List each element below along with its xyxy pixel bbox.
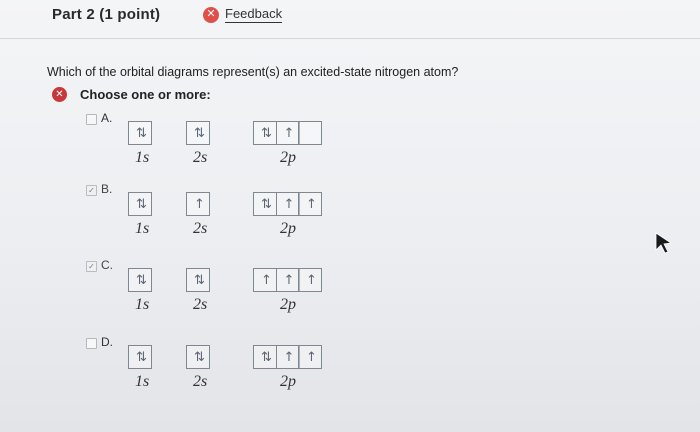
x-icon: ✕ [52,87,67,102]
option-b[interactable] [80,183,380,253]
orbital-box: ↑ [298,345,322,369]
orbital-group-2s [186,345,209,369]
mouse-cursor-icon [655,232,673,254]
orbital-box: ↑ [253,268,277,292]
feedback-link[interactable] [203,6,282,23]
header-bar [0,0,700,39]
orbital-box [298,121,322,145]
part-title: Part 2 (1 point) [52,6,161,23]
orbital-label: 2p [280,296,296,313]
orbital-label: 2s [193,373,208,390]
orbital-box: ⇅ [128,192,152,216]
orbital-label: 2p [280,373,296,390]
option-c[interactable] [80,259,380,329]
orbital-box: ⇅ [186,121,210,145]
question-text: Which of the orbital diagrams represent(s) an excited-state nitrogen atom? [47,65,459,79]
feedback-label[interactable]: Feedback [225,6,283,21]
option-checkbox[interactable] [86,338,97,349]
option-a[interactable] [80,112,380,182]
orbital-box: ⇅ [128,121,152,145]
orbital-box: ↑ [298,192,322,216]
orbital-group-2p [253,268,321,292]
orbital-box: ⇅ [186,268,210,292]
choose-instruction [52,87,211,102]
orbital-group-1s [128,268,151,292]
orbital-box: ⇅ [128,345,152,369]
orbital-label: 2s [193,149,208,166]
orbital-box: ↑ [276,192,300,216]
orbital-box: ↑ [276,345,300,369]
orbital-box: ⇅ [128,268,152,292]
orbital-group-1s [128,192,151,216]
orbital-box: ↑ [298,268,322,292]
orbital-group-2p [253,121,321,145]
orbital-label: 2p [280,220,296,237]
option-letter: D. [101,335,113,349]
x-icon: ✕ [203,7,219,23]
option-checkbox[interactable] [86,114,97,125]
orbital-group-2s [186,268,209,292]
option-letter: B. [101,182,113,196]
orbital-group-2p [253,192,321,216]
orbital-group-2s [186,121,209,145]
orbital-box: ⇅ [186,345,210,369]
orbital-box: ⇅ [253,192,277,216]
orbital-label: 1s [135,296,150,313]
orbital-group-2s [186,192,209,216]
orbital-box: ⇅ [253,345,277,369]
orbital-label: 2s [193,220,208,237]
option-letter: A. [101,111,113,125]
orbital-label: 1s [135,220,150,237]
orbital-label: 1s [135,149,150,166]
orbital-label: 1s [135,373,150,390]
orbital-label: 2p [280,149,296,166]
option-letter: C. [101,258,113,272]
orbital-box: ↑ [276,121,300,145]
orbital-box: ⇅ [253,121,277,145]
orbital-group-1s [128,345,151,369]
option-checkbox[interactable]: ✓ [86,185,97,196]
orbital-box: ↑ [186,192,210,216]
orbital-label: 2s [193,296,208,313]
choose-label: Choose one or more: [80,87,211,102]
orbital-group-1s [128,121,151,145]
option-d[interactable] [80,336,380,406]
orbital-group-2p [253,345,321,369]
option-checkbox[interactable]: ✓ [86,261,97,272]
orbital-box: ↑ [276,268,300,292]
